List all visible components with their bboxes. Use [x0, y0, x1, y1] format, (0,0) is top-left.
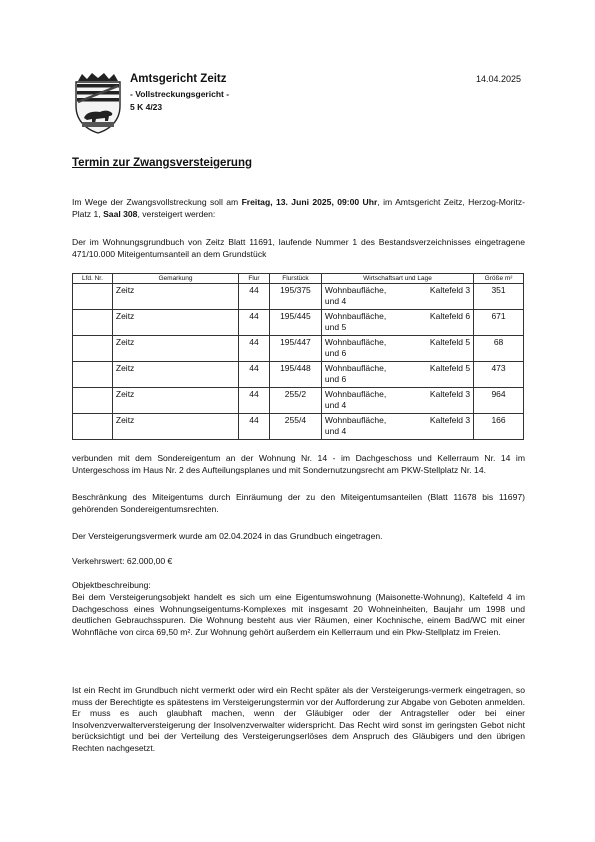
intro-paragraph: Im Wege der Zwangsvollstreckung soll am Freitag, 13. Juni 2025, 09:00 Uhr, im Amtsgericht Zeitz, Herzog-Moritz-Platz 1, Saal 308, versteigert werden: [72, 197, 525, 219]
col-flur: Flur [239, 274, 270, 284]
court-name: Amtsgericht Zeitz [130, 73, 227, 85]
table-row: Zeitz 44 195/447 Wohnbaufläche, Kaltefeld 5 und 6 68 [73, 336, 524, 362]
table-row: Zeitz 44 195/375 Wohnbaufläche, Kaltefeld 3 und 4 351 [73, 284, 524, 310]
col-flurstueck: Flurstück [269, 274, 321, 284]
col-wirtschaftsart: Wirtschaftsart und Lage [321, 274, 473, 284]
col-groesse: Größe m² [474, 274, 524, 284]
court-subtitle: - Vollstreckungsgericht - [130, 89, 230, 99]
market-value: Verkehrswert: 62.000,00 € [72, 556, 173, 566]
register-note-paragraph: Der Versteigerungsvermerk wurde am 02.04.2024 in das Grundbuch eingetragen. [72, 531, 383, 541]
auction-room: Saal 308 [103, 208, 138, 219]
table-row: Zeitz 44 255/2 Wohnbaufläche, Kaltefeld 3 und 4 964 [73, 388, 524, 414]
rights-paragraph: Ist ein Recht im Grundbuch nicht vermerkt oder wird ein Recht später als der Versteigerungs-vermerk eingetragen, so muss der Berechtigte es spätestens im Versteigerungstermin vor der Aufforderung zur Abgabe von Geboten anmelden. Er muss es auch glaubhaft machen, wenn der Gläubiger oder der Antragsteller oder bei einer Insolvenzverwalterversteigerung der Insolvenzverwalter widerspricht. Das Recht wird sonst im geringsten Gebot nicht berücksichtigt und bei der Verteilung des Versteigerungserlöses dem Anspruch des Gläubigers und den übrigen Rechten nachgesetzt. [72, 685, 525, 753]
auction-date: Freitag, 13. Juni 2025, 09:00 Uhr [241, 197, 378, 207]
special-ownership-paragraph: verbunden mit dem Sondereigentum an der Wohnung Nr. 14 - im Dachgeschoss und Kellerraum Nr. 14 im Untergeschoss im Haus Nr. 2 des Aufteilungsplanes und mit Sondernutzungsrecht am PKW-Stellplatz Nr. 14. [72, 453, 525, 475]
document-date: 14.04.2025 [476, 74, 522, 84]
object-description-paragraph: Bei dem Versteigerungsobjekt handelt es sich um eine Eigentumswohnung (Maisonette-Wohnung), Kaltefeld 4 im Dachgeschoss eines Wohnungseigentums-Komplexes mit insgesamt 20 Wohneinheiten, Baujahr um 1998 und deutlichen Gebrauchsspuren. Die Wohnung besteht aus vier Räumen, einer Kochnische, einem Bad/WC mit einer Wohnfläche von circa 69,50 m². Zur Wohnung gehört außerdem ein Kellerraum und ein Pkw-Stellplatz im Freien. [72, 592, 525, 637]
col-gemarkung: Gemarkung [112, 274, 238, 284]
parcel-table [72, 273, 524, 440]
case-number: 5 K 4/23 [130, 102, 163, 112]
page-title: Termin zur Zwangsversteigerung [72, 157, 252, 169]
col-lfd-nr: Lfd. Nr. [73, 274, 113, 284]
object-heading: Objektbeschreibung: [72, 580, 151, 590]
table-row: Zeitz 44 195/448 Wohnbaufläche, Kaltefeld 5 und 6 473 [73, 362, 524, 388]
restriction-paragraph: Beschränkung des Miteigentums durch Einräumung der zu den Miteigentumsanteilen (Blatt 11678 bis 11697) gehörenden Sondereigentumsrechten. [72, 492, 525, 514]
table-header-row [73, 274, 524, 284]
coat-of-arms-icon [72, 72, 124, 134]
table-row: Zeitz 44 255/4 Wohnbaufläche, Kaltefeld 3 und 4 166 [73, 414, 524, 440]
land-register-paragraph: Der im Wohnungsgrundbuch von Zeitz Blatt 11691, laufende Nummer 1 des Bestandsverzeichnisses eingetragene 471/10.000 Miteigentumsanteil an dem Grundstück [72, 237, 525, 259]
table-row: Zeitz 44 195/445 Wohnbaufläche, Kaltefeld 6 und 5 671 [73, 310, 524, 336]
